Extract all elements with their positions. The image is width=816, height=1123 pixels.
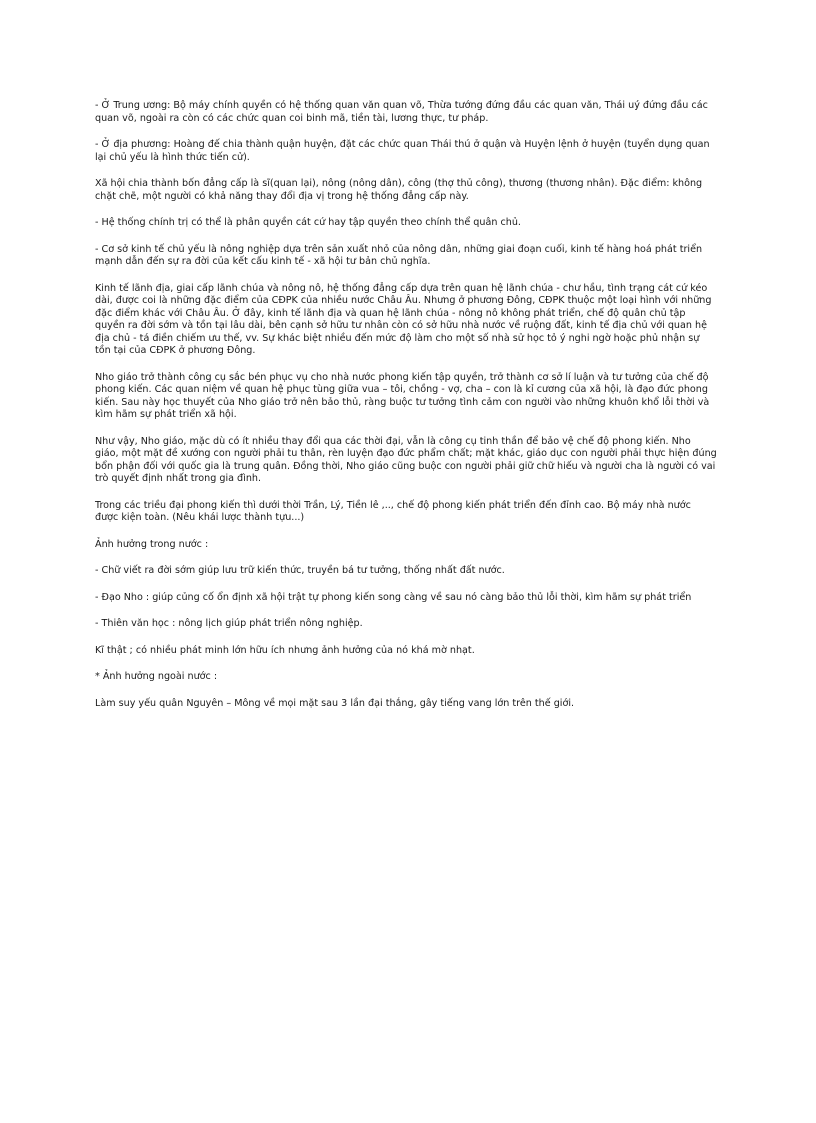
heading-domestic-influence: Ảnh hưởng trong nước : (95, 538, 209, 550)
paragraph-astronomy: - Thiên văn học : nông lịch giúp phát triển nông nghiệp. (95, 618, 363, 629)
heading-foreign-influence: * Ảnh hưởng ngoài nước : (95, 671, 218, 682)
paragraph-confucianism-tool: Nho giáo trở thành công cụ sắc bén phục vụ cho nhà nước phong kiến tập quyền, trở thành cơ sở lí luận và tư tưởng của chế độ phong kiến. Các quan niệm về quan hệ phục tùng giữa vua – tôi, chồng - vợ, cha – con là kỉ cương của xã hội, là đạo đức phong kiến. Sau này học thuyết của Nho giáo trở nên bảo thủ, ràng buộc tư tưởng tình cảm con người vào những khuôn khổ lỗi thời và kìm hãm sự phát triển xã hội. (95, 371, 710, 420)
paragraph-economic-base: - Cơ sở kinh tế chủ yếu là nông nghiệp dựa trên sản xuất nhỏ của nông dân, những giai đoạn cuối, kinh tế hàng hoá phát triển mạnh dẫn đến sự ra đời của kết cấu kinh tế - xã hội tư bản chủ nghĩa. (95, 243, 703, 267)
paragraph-mongol-victory: Làm suy yếu quân Nguyên – Mông về mọi mặt sau 3 lần đại thắng, gây tiếng vang lớn trên thế giới. (95, 697, 575, 709)
paragraph-dynasties: Trong các triều đại phong kiến thì dưới thời Trần, Lý, Tiền lê ,.., chế độ phong kiến phát triển đến đỉnh cao. Bộ máy nhà nước được kiện toàn. (Nêu khái lược thành tựu...) (95, 499, 691, 523)
paragraph-central-government: - Ở Trung ương: Bộ máy chính quyền có hệ thống quan văn quan võ, Thừa tướng đứng đầu các quan văn, Thái uý đứng đầu các quan võ, ngoài ra còn có các chức quan coi binh mã, tiền tài, lương thực, tư pháp. (95, 100, 708, 124)
paragraph-feudal-comparison: Kinh tế lãnh địa, giai cấp lãnh chúa và nông nô, hệ thống đẳng cấp dựa trên quan hệ lãnh chúa - chư hầu, tình trạng cát cứ kéo dài, được coi là những đặc điểm của CĐPK của nhiều nước Châu Âu. Nhưng ở phương Đông, CĐPK thuộc một loại hình với những đặc điểm khác với Châu Âu. Ở đây, kinh tế lãnh địa và quan hệ lãnh chúa - nông nô không phát triển, chế độ quân chủ tập quyền ra đời sớm và tồn tại lâu dài, bên cạnh sở hữu tư nhân còn có sở hữu nhà nước về ruộng đất, kinh tế địa chủ với quan hệ địa chủ - tá điền chiếm ưu thế, vv. Sự khác biệt nhiều đến mức độ làm cho một số nhà sử học tỏ ý nghi ngờ hoặc phủ nhận sự tồn tại của CĐPK ở phương Đông. (95, 282, 712, 356)
paragraph-confucian-path: - Đạo Nho : giúp củng cố ổn định xã hội trật tự phong kiến song càng về sau nó càng bảo thủ lỗi thời, kìm hãm sự phát triển (95, 591, 692, 603)
paragraph-writing: - Chữ viết ra đời sớm giúp lưu trữ kiến thức, truyền bá tư tưởng, thống nhất đất nước. (95, 565, 505, 576)
paragraph-political-system: - Hệ thống chính trị có thể là phân quyền cát cứ hay tập quyền theo chính thể quân chủ. (95, 217, 521, 228)
paragraph-social-classes: Xã hội chia thành bốn đẳng cấp là sĩ(quan lại), nông (nông dân), công (thợ thủ công), thương (thương nhân). Đặc điểm: không chặt chẽ, một người có khả năng thay đổi địa vị trong hệ thống đẳng cấp này. (95, 178, 703, 202)
paragraph-confucianism-summary: Như vậy, Nho giáo, mặc dù có ít nhiều thay đổi qua các thời đại, vẫn là công cụ tinh thần để bảo vệ chế độ phong kiến. Nho giáo, một mặt đề xướng con người phải tu thân, rèn luyện đạo đức phẩm chất; mặt khác, giáo dục con người phải thực hiện đúng bổn phận đối với quốc gia là trung quân. Đồng thời, Nho giáo cũng buộc con người phải giữ chữ hiếu và người cha là người có vai trò quyết định nhất trong gia đình. (95, 435, 717, 484)
document-body (95, 100, 717, 724)
paragraph-technology: Kĩ thật ; có nhiều phát minh lớn hữu ích nhưng ảnh hưởng của nó khá mờ nhạt. (95, 644, 475, 656)
paragraph-local-government: - Ở địa phương: Hoàng đế chia thành quận huyện, đặt các chức quan Thái thú ở quận và Huyện lệnh ở huyện (tuyển dụng quan lại chủ yếu là hình thức tiến cử). (95, 139, 710, 163)
